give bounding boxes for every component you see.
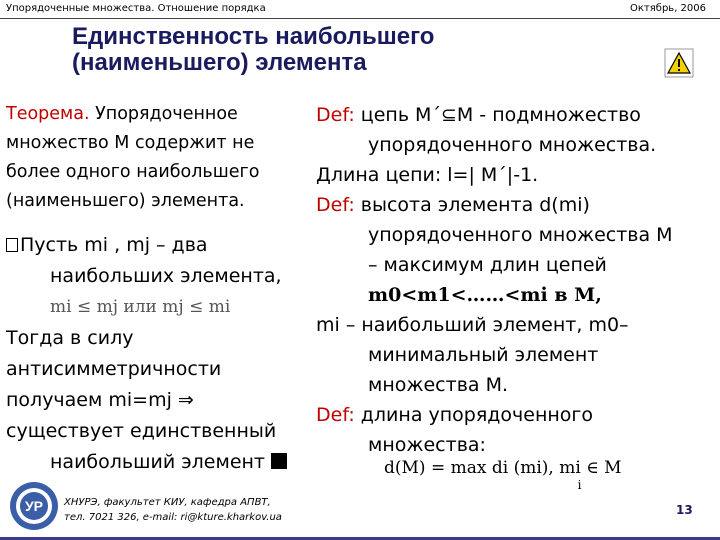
def-label: Def:	[316, 194, 355, 216]
def-label: Def:	[316, 404, 355, 426]
height-formula	[384, 458, 625, 492]
proof-line-5: антисимметричности	[6, 358, 222, 380]
def2-line-6: минимальный элемент	[368, 344, 599, 366]
def-label: Def:	[316, 104, 355, 126]
page-number: 13	[676, 503, 693, 517]
theorem-label: Теорема.	[6, 104, 90, 124]
header-left: Упорядоченные множества. Отношение порядка	[6, 3, 266, 14]
formula-subscript: i	[577, 478, 582, 492]
proof-line-2: наибольших элемента,	[50, 265, 282, 287]
def3-line-1: Def: длина упорядоченного	[316, 404, 594, 426]
def2-line-2: упорядоченного множества M	[368, 224, 673, 246]
title-line-2: (наименьшего) элемента	[72, 49, 367, 76]
def1-line-2: упорядоченного множества.	[368, 134, 657, 156]
warning-icon	[664, 48, 694, 78]
def2-line-4: m0<m1<……<mi в M,	[368, 284, 602, 306]
footer-contact	[64, 495, 282, 525]
proof-block	[6, 230, 316, 478]
proof-line-3: mi ≤ mj или mj ≤ mi	[50, 297, 231, 317]
title-line-1: Единственность наибольшего	[72, 23, 435, 50]
proof-line-8: наибольший элемент	[6, 447, 316, 478]
theorem-line-1	[6, 100, 310, 129]
formula-main: d(M) = max di (mi), mi ∈ M	[384, 458, 622, 478]
logo-text: УР	[24, 498, 44, 514]
theorem-block	[6, 100, 310, 216]
proof-line-1: Пусть mi , mj – два	[6, 230, 316, 261]
def1-line-1: Def: цепь M´⊆M - подмножество	[316, 104, 641, 126]
theorem-text-1: Упорядоченное	[89, 104, 238, 124]
qed-square-icon	[271, 453, 287, 469]
footer-line-1: ХНУРЭ, факультет КИУ, кафедра АПВТ,	[64, 497, 271, 508]
def1-line-3: Длина цепи: l=| M´|-1.	[316, 164, 539, 186]
def2-line-3: – максимум длин цепей	[368, 254, 607, 276]
theorem-line-2: множество М содержит не	[6, 133, 255, 153]
university-logo-icon	[8, 480, 60, 532]
def3-line-2: множества:	[368, 434, 486, 456]
proof-line-6: получаем mi=mj ⇒	[6, 389, 194, 411]
proof-line-4: Тогда в силу	[6, 327, 134, 349]
def2-line-7: множества M.	[368, 374, 509, 396]
proof-line-7: существует единственный	[6, 420, 277, 442]
def2-line-1: Def: высота элемента d(mi)	[316, 194, 590, 216]
definitions-block	[316, 100, 716, 460]
header-divider	[0, 18, 720, 19]
theorem-line-3: более одного наибольшего	[6, 162, 260, 182]
header-right: Октябрь, 2006	[630, 3, 706, 14]
theorem-line-4: (наименьшего) элемента.	[6, 191, 245, 211]
def2-line-5: mi – наибольший элемент, m0–	[316, 314, 629, 336]
bullet-box-icon	[6, 238, 18, 252]
slide-title	[72, 24, 632, 76]
footer-line-2: тел. 7021 326, e-mail: ri@kture.kharkov.ua	[64, 512, 282, 523]
